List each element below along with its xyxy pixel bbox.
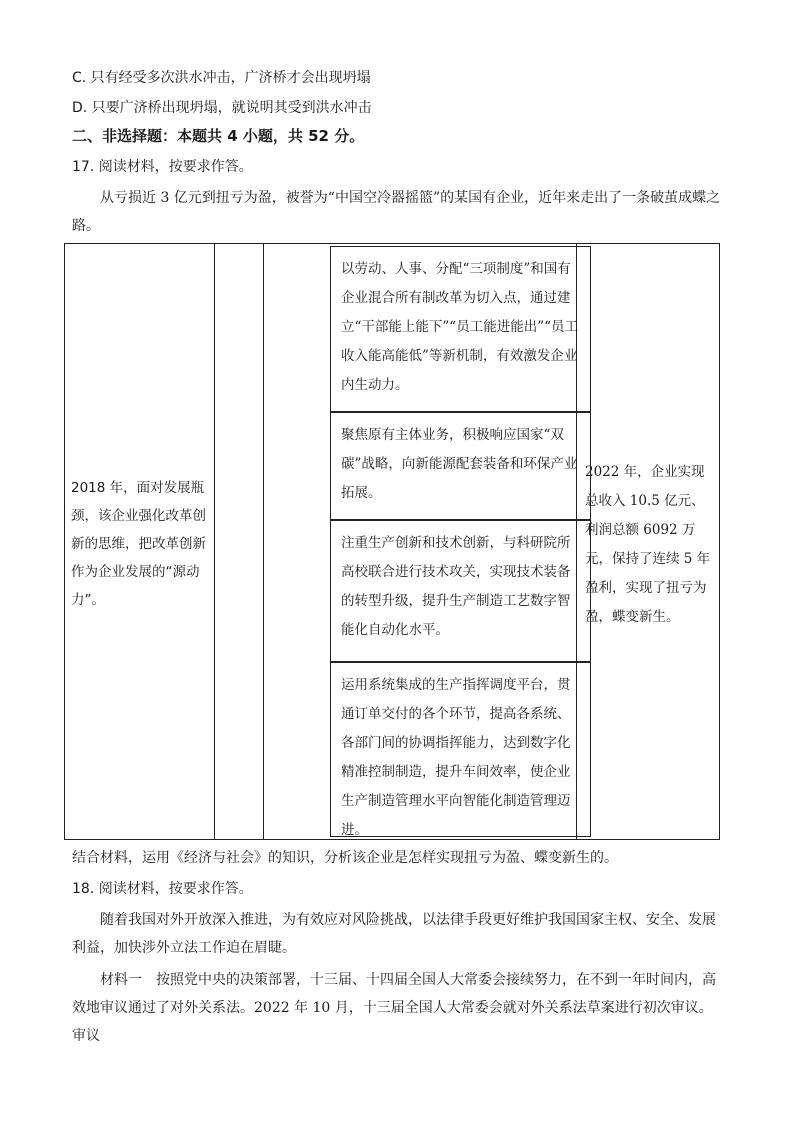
q18-intro: 随着我国对外开放深入推进，为有效应对风险挑战，以法律手段更好维护我国国家主权、安全、发展利益，加快涉外立法工作迫在眉睫。 — [72, 912, 716, 956]
table-right-cell: 2022 年，企业实现总收入 10.5 亿元、利润总额 6092 万元，保持了连续 5 年盈利，实现了扭亏为盈，蝶变新生。 — [585, 464, 711, 625]
section-heading: 二、非选择题：本题共 4 小题，共 52 分。 — [72, 127, 365, 145]
option-c: C. 只有经受多次洪水冲击，广济桥才会出现坍塌 — [72, 70, 371, 86]
q17-table — [64, 243, 720, 840]
q18-prompt: 18. 阅读材料，按要求作答。 — [72, 881, 253, 897]
q18-material-1: 材料一 按照党中央的决策部署，十三届、十四届全国人大常委会接续努力，在不到一年时间内，高效地审议通过了对外关系法。2022 年 10 月，十三届全国人大常委会就对外关系法草案进行初次审议。审议 — [72, 972, 716, 1044]
option-d: D. 只要广济桥出现坍塌，就说明其受到洪水冲击 — [72, 100, 372, 116]
measure-box-3: 注重生产创新和技术创新，与科研院所高校联合进行技术攻关，实现技术装备的转型升级，提升生产制造工艺数字智能化自动化水平。 — [330, 520, 591, 662]
q17-task: 结合材料，运用《经济与社会》的知识，分析该企业是怎样实现扭亏为盈、蝶变新生的。 — [72, 850, 618, 866]
measure-box-4: 运用系统集成的生产指挥调度平台，贯通订单交付的各个环节，提高各系统、各部门间的协调指挥能力，达到数字化精准控制制造，提升车间效率，使企业生产制造管理水平向智能化制造管理迈进。 — [330, 662, 591, 837]
measure-box-2: 聚焦原有主体业务，积极响应国家“双碳”战略，向新能源配套装备和环保产业拓展。 — [330, 412, 591, 520]
table-divider-2 — [263, 244, 264, 839]
table-divider-1 — [214, 244, 215, 839]
q17-prompt: 17. 阅读材料，按要求作答。 — [72, 159, 253, 175]
table-left-cell: 2018 年，面对发展瓶颈，该企业强化改革创新的思维，把改革创新作为企业发展的“源动力”。 — [71, 480, 206, 608]
q17-intro: 从亏损近 3 亿元到扭亏为盈，被誉为“中国空冷器摇篮”的某国有企业，近年来走出了一条破茧成蝶之路。 — [72, 190, 721, 234]
measure-box-1: 以劳动、人事、分配“三项制度”和国有企业混合所有制改革为切入点，通过建立“干部能上能下”“员工能进能出”“员工收入能高能低”等新机制，有效激发企业内生动力。 — [330, 246, 591, 412]
